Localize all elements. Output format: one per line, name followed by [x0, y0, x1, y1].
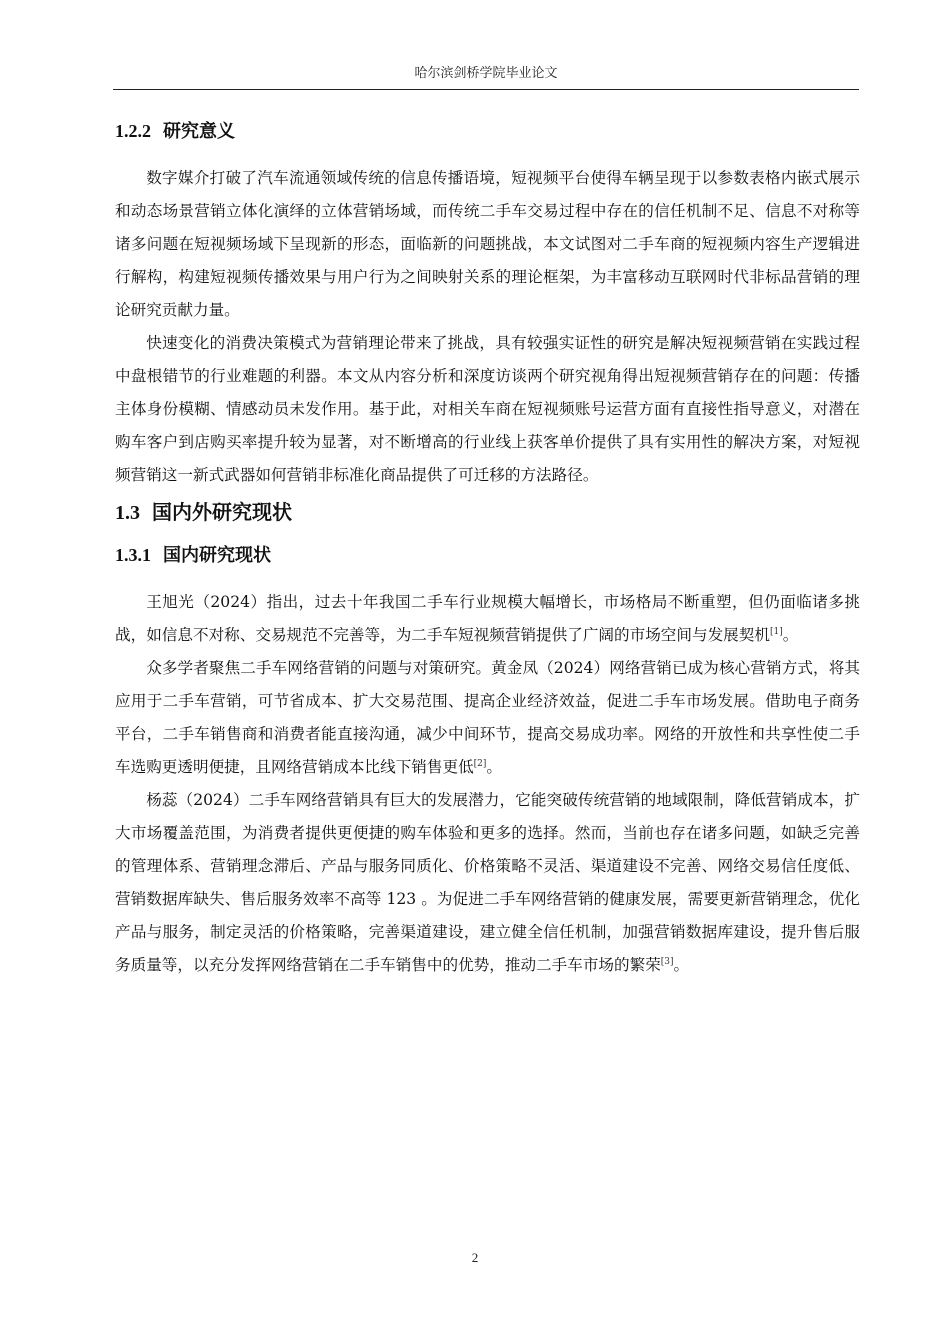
section-title: 国内外研究现状 — [152, 500, 292, 524]
citation-ref[interactable]: [1] — [769, 626, 783, 637]
paragraph: 快速变化的消费决策模式为营销理论带来了挑战，具有较强实证性的研究是解决短视频营销在实践过程中盘根错节的行业难题的利器。本文从内容分析和深度访谈两个研究视角得出短视频营销存在的问题：传播主体身份模糊、情感动员未发作用。基于此，对相关车商在短视频账号运营方面有直接性指导意义，对潜在购车客户到店购买率提升较为显著，对不断增高的行业线上获客单价提供了具有实用性的解决方案，对短视频营销这一新式武器如何营销非标准化商品提供了可迁移的方法路径。 — [115, 334, 860, 484]
heading-1-3-1 — [115, 542, 860, 586]
paragraph — [115, 652, 860, 784]
section-number: 1.3 — [115, 502, 140, 524]
paragraph — [115, 784, 860, 982]
citation-ref[interactable]: [3] — [660, 956, 674, 967]
paragraph-end: 。 — [673, 956, 690, 974]
paragraph: 数字媒介打破了汽车流通领域传统的信息传播语境，短视频平台使得车辆呈现于以参数表格内嵌式展示和动态场景营销立体化演绎的立体营销场域，而传统二手车交易过程中存在的信任机制不足、信息不对称等诸多问题在短视频场域下呈现新的形态，面临新的问题挑战，本文试图对二手车商的短视频内容生产逻辑进行解构，构建短视频传播效果与用户行为之间映射关系的理论框架，为丰富移动互联网时代非标品营销的理论研究贡献力量。 — [115, 169, 860, 319]
citation-ref[interactable]: [2] — [473, 758, 487, 769]
paragraph — [115, 586, 860, 652]
paragraph-text: 众多学者聚焦二手车网络营销的问题与对策研究。黄金凤（2024）网络营销已成为核心营销方式，将其应用于二手车营销，可节省成本、扩大交易范围、提高企业经济效益，促进二手车市场发展。借助电子商务平台，二手车销售商和消费者能直接沟通，减少中间环节，提高交易成功率。网络的开放性和共享性使二手车选购更透明便捷，且网络营销成本比线下销售更低 — [115, 659, 860, 776]
section-title: 研究意义 — [163, 121, 235, 142]
section-title: 国内研究现状 — [163, 545, 271, 566]
header-title: 哈尔滨剑桥学院毕业论文 — [414, 66, 558, 81]
paragraph-end: 。 — [486, 758, 503, 776]
paragraph-text: 王旭光（2024）指出，过去十年我国二手车行业规模大幅增长，市场格局不断重塑，但仍面临诸多挑战，如信息不对称、交易规范不完善等，为二手车短视频营销提供了广阔的市场空间与发展契机 — [115, 593, 860, 644]
heading-1-2-2 — [115, 118, 860, 162]
paragraph-end: 。 — [782, 626, 799, 644]
section-number: 1.2.2 — [115, 121, 151, 141]
running-header — [113, 64, 859, 90]
heading-1-3 — [115, 498, 860, 542]
page-body — [115, 118, 860, 982]
page-number: 2 — [471, 1250, 479, 1265]
section-number: 1.3.1 — [115, 545, 151, 565]
paragraph-text: 杨蕊（2024）二手车网络营销具有巨大的发展潜力，它能突破传统营销的地域限制，降低营销成本，扩大市场覆盖范围，为消费者提供更便捷的购车体验和更多的选择。然而，当前也存在诸多问题，如缺乏完善的管理体系、营销理念滞后、产品与服务同质化、价格策略不灵活、渠道建设不完善、网络交易信任度低、营销数据库缺失、售后服务效率不高等 123 。为促进二手车网络营销的健康发展，需要更新营销理念，优化产品与服务，制定灵活的价格策略，完善渠道建设，建立健全信任机制，加强营销数据库建设，提升售后服务质量等，以充分发挥网络营销在二手车销售中的优势，推动二手车市场的繁荣 — [115, 791, 860, 974]
